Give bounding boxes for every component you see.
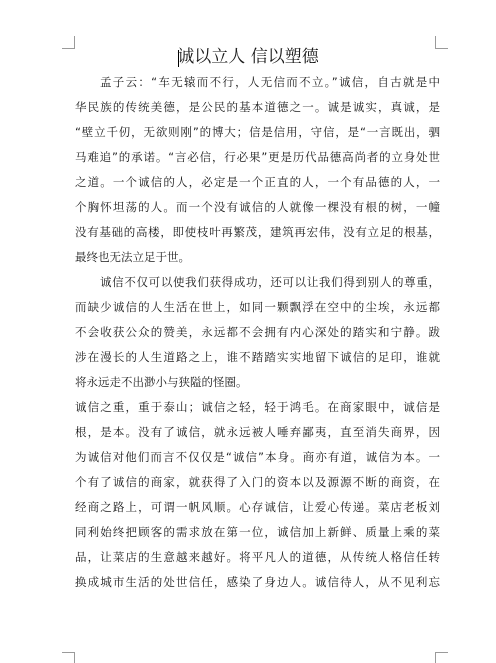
text-line: “壁立千仞，无欲则刚”的博大；信是信用，守信，是“一言既出，驷 xyxy=(75,125,440,139)
margin-corner-bottom-right xyxy=(435,652,448,663)
text-line: 涉在漫长的人生道路之上，谁不踏踏实实地留下诚信的足印，谁就 xyxy=(75,350,440,364)
text-line: 同利始终把顾客的需求放在第一位，诚信加上新鲜、质量上乘的菜 xyxy=(75,525,440,539)
text-line: 经商之路上，可谓一帆风顺。心存诚信，让爱心传递。菜店老板刘 xyxy=(75,500,440,514)
text-line: 马难追”的承诺。“言必信，行必果”更是历代品德高尚者的立身处世 xyxy=(75,150,440,164)
text-line: 最终也无法立足于世。 xyxy=(75,250,190,264)
text-line: 不会收获公众的赞美，永远都不会拥有内心深处的踏实和宁静。跋 xyxy=(75,325,440,339)
text-line: 个有了诚信的商家，就获得了入门的资本以及源源不断的商资，在 xyxy=(75,475,440,489)
document-body[interactable] xyxy=(75,70,440,595)
text-line: 为诚信对他们而言不仅仅是“诚信”本身。商亦有道，诚信为本。一 xyxy=(75,450,440,464)
text-line: 没有基础的高楼，即使枝叶再繁茂，建筑再宏伟，没有立足的根基， xyxy=(75,225,440,239)
margin-corner-bottom-left xyxy=(62,652,75,663)
text-line: 品，让菜店的生意越来越好。将平凡人的道德，从传统人格信任转 xyxy=(75,550,440,564)
text-line: 换成城市生活的处世信任，感染了身边人。诚信待人，从不见利忘 xyxy=(75,575,440,589)
text-line: 孟子云：“车无辕而不行，人无信而不立。”诚信，自古就是中 xyxy=(100,75,440,89)
text-line: 将永远走不出渺小与狭隘的怪圈。 xyxy=(75,375,248,389)
text-line: 华民族的传统美德，是公民的基本道德之一。诚是诚实，真诚，是 xyxy=(75,100,440,114)
text-line: 根，是本。没有了诚信，就永远被人唾弃鄙夷，直至消失商界，因 xyxy=(75,425,440,439)
text-line: 之道。一个诚信的人，必定是一个正直的人，一个有品德的人，一 xyxy=(75,175,440,189)
text-line: 个胸怀坦荡的人。而一个没有诚信的人就像一棵没有根的树，一幢 xyxy=(75,200,440,214)
document-title[interactable]: 诚以立人 信以塑德 xyxy=(177,47,319,67)
text-line: 诚信之重，重于泰山；诚信之轻，轻于鸿毛。在商家眼中，诚信是 xyxy=(75,400,440,414)
text-line: 而缺少诚信的人生活在世上，如同一颗飘浮在空中的尘埃，永远都 xyxy=(75,300,440,314)
text-line: 诚信不仅可以使我们获得成功，还可以让我们得到别人的尊重， xyxy=(100,275,440,289)
